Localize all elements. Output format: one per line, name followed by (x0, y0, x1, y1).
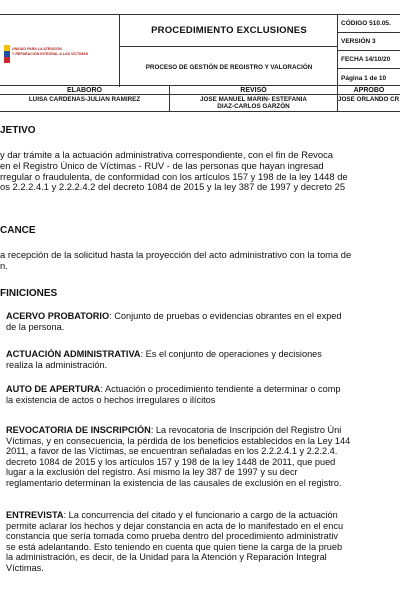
definition-line: permite aclarar los hechos y dejar constancia en acta de lo manifestado en el encu (6, 520, 344, 531)
definition-line: lugar a la exclusión del registro. Así mismo la ley 387 de 1997 y su decr (6, 467, 298, 477)
objetivo-line: os 2.2.2.4.1 y 2.2.2.4.2 del decreto 1084 de 2015 y la ley 387 de 1997 y decreto 25 (0, 182, 346, 193)
definition-text: : Actuación o procedimiento tendiente a determinar o comp (100, 384, 341, 394)
title-cell (120, 15, 338, 87)
definition-term: ENTREVISTA (6, 510, 64, 520)
definition-line: Víctimas. (6, 562, 44, 573)
reviso-name-1: JOSE MANUEL MARIN- ESTEFANIA (200, 96, 307, 103)
definition-term: AUTO DE APERTURA (6, 384, 101, 394)
definition-line: se está adelantando. Esto teniendo en cuenta que quien tiene la carga de la prueb (6, 541, 343, 552)
document-title: PROCEDIMIENTO EXCLUSIONES (151, 25, 307, 36)
doc-code: CÓDIGO 510.05. (338, 15, 400, 33)
definition-line: Víctimas, y en consecuencia, la pérdida de los beneficios establecidos en la Ley 144 (6, 435, 351, 446)
definition-line: de la persona. (6, 321, 65, 332)
elaboro-header: ELABORÓ (0, 86, 170, 94)
reviso-names (170, 95, 338, 111)
signature-header-row (0, 86, 400, 95)
definition-entrevista (6, 510, 400, 573)
objetivo-heading: JETIVO (0, 125, 36, 136)
doc-date: FECHA 14/10/20 (338, 51, 400, 69)
definition-line: la existencia de actos o hechos irregulares o ilícitos (6, 394, 216, 405)
document-header (0, 14, 400, 86)
reviso-header: REVISÓ (170, 86, 338, 94)
logo-stripe-red (4, 57, 10, 63)
definition-actuacion-administrativa (6, 349, 400, 370)
definition-acervo-probatorio (6, 311, 400, 332)
definition-term: ACERVO PROBATORIO (6, 311, 110, 321)
logo-text (12, 47, 88, 56)
logo-cell (0, 15, 120, 87)
meta-cell (338, 15, 400, 87)
alcance-paragraph (0, 250, 400, 272)
definiciones-heading: FINICIONES (0, 288, 58, 299)
alcance-heading: CANCE (0, 225, 36, 236)
logo-mark-icon (4, 45, 10, 63)
aprobo-name: JOSE ORLANDO CR (338, 96, 400, 103)
definition-term: REVOCATORIA DE INSCRIPCIÓN (6, 425, 151, 435)
definition-line: 2011, a favor de las Víctimas, se encuentran señaladas en los 2.2.2.4.1 y 2.2.2.4. (6, 446, 338, 456)
definition-revocatoria-de-inscripcion (6, 425, 400, 488)
definition-text: : Conjunto de pruebas o evidencias obrantes en el exped (109, 311, 342, 321)
objetivo-line: en el Registro Único de Víctimas - RUV - de las personas que hayan ingresad (0, 160, 324, 171)
objetivo-paragraph (0, 150, 400, 193)
aprobo-header: APROBÓ (353, 86, 385, 94)
definition-line: reglamentario determinan la existencia de las causales de exclusión en el registro. (6, 477, 342, 488)
logo-line-2: Y REPARACIÓN INTEGRAL A LAS VÍCTIMAS (12, 51, 89, 56)
alcance-line: n. (0, 260, 8, 271)
elaboro-name: LUISA CARDENAS-JULIAN RAMIREZ (0, 95, 170, 111)
definition-line: la administración, es decir, de la Unidad para la Atención y Reparación Integral (6, 552, 327, 562)
objetivo-line: y dar trámite a la actuación administrativa correspondiente, con el fin de Revoca (0, 150, 333, 160)
definition-line: constancia que sería tomada como prueba dentro del procedimiento administrativ (6, 531, 338, 541)
doc-version: VERSIÓN 3 (338, 33, 400, 51)
definition-text: : Es el conjunto de operaciones y decisiones (140, 349, 322, 359)
definition-text: : La concurrencia del citado y el funcionario a cargo de la actuación (63, 510, 338, 520)
logo-line-1: UNIDAD PARA LA ATENCIÓN (12, 47, 62, 51)
doc-page-number: Página 1 de 10 (341, 74, 387, 82)
objetivo-line: rregular o fraudulenta, de conformidad con los artículos 157 y 198 de la ley 1448 de (0, 171, 348, 182)
reviso-name-2: DIAZ-CARLOS GARZÓN (217, 103, 290, 110)
definition-term: ACTUACIÓN ADMINISTRATIVA (6, 349, 141, 359)
alcance-line: a recepción de la solicitud hasta la proyección del acto administrativo con la toma de (0, 250, 352, 260)
signature-names-row (0, 95, 400, 112)
document-subtitle: PROCESO DE GESTIÓN DE REGISTRO Y VALORACIÓN (145, 63, 313, 71)
definition-auto-de-apertura (6, 384, 400, 405)
definition-text: : La revocatoria de Inscripción del Registro Úni (150, 425, 342, 435)
definition-line: decreto 1084 de 2015 y los artículos 157 y 198 de la ley 1448 de 2011, que pued (6, 456, 336, 467)
definition-line: realiza la administración. (6, 359, 108, 370)
